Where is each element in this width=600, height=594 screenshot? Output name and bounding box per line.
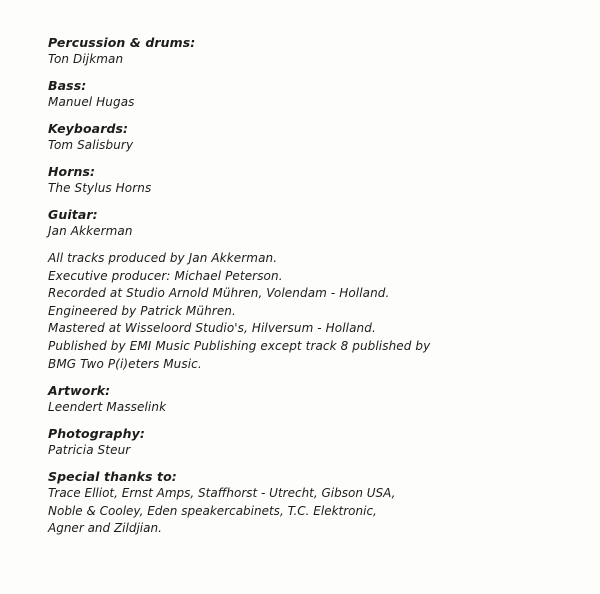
credit-role: Artwork:: [48, 383, 111, 399]
production-notes: [48, 250, 568, 373]
credit-name: Jan Akkerman: [48, 224, 133, 238]
credit-name: Tom Salisbury: [48, 138, 134, 152]
production-note-line: Recorded at Studio Arnold Mühren, Volendam - Holland.: [48, 286, 390, 301]
production-note-line: Executive producer: Michael Peterson.: [48, 268, 283, 283]
production-note-line: Engineered by Patrick Mühren.: [48, 303, 236, 318]
credit-role: Guitar:: [48, 207, 98, 222]
credit-name: The Stylus Horns: [48, 181, 152, 195]
credit-role: Bass:: [48, 78, 87, 93]
credit-role: Keyboards:: [48, 121, 129, 136]
special-thanks-heading: Special thanks to:: [48, 469, 177, 485]
credit-artwork: [48, 383, 568, 416]
special-thanks-line: Noble & Cooley, Eden speakercabinets, T.C. Elektronic,: [48, 503, 377, 518]
special-thanks: [48, 469, 568, 538]
credit-role: Percussion & drums:: [48, 35, 196, 50]
production-note-line: Mastered at Wisseloord Studio's, Hilversum - Holland.: [48, 321, 376, 336]
special-thanks-line: Agner and Zildjian.: [48, 521, 162, 536]
credit-percussion: [48, 35, 568, 68]
credit-keyboards: [48, 121, 568, 154]
production-note-line: All tracks produced by Jan Akkerman.: [48, 251, 278, 265]
special-thanks-line: Trace Elliot, Ernst Amps, Staffhorst - Utrecht, Gibson USA,: [48, 486, 396, 501]
credit-guitar: [48, 207, 568, 240]
credit-name: Patricia Steur: [48, 443, 131, 458]
credits-list: [48, 35, 568, 548]
credit-horns: [48, 164, 568, 197]
production-note-line: BMG Two P(i)eters Music.: [48, 356, 202, 371]
credit-name: Ton Dijkman: [48, 52, 124, 66]
credit-role: Photography:: [48, 426, 145, 442]
production-note-line: Published by EMI Music Publishing except track 8 published by: [48, 338, 431, 353]
credit-role: Horns:: [48, 164, 96, 179]
credit-name: Manuel Hugas: [48, 95, 135, 109]
credit-name: Leendert Masselink: [48, 400, 167, 415]
credit-photography: [48, 426, 568, 459]
credit-bass: [48, 78, 568, 111]
